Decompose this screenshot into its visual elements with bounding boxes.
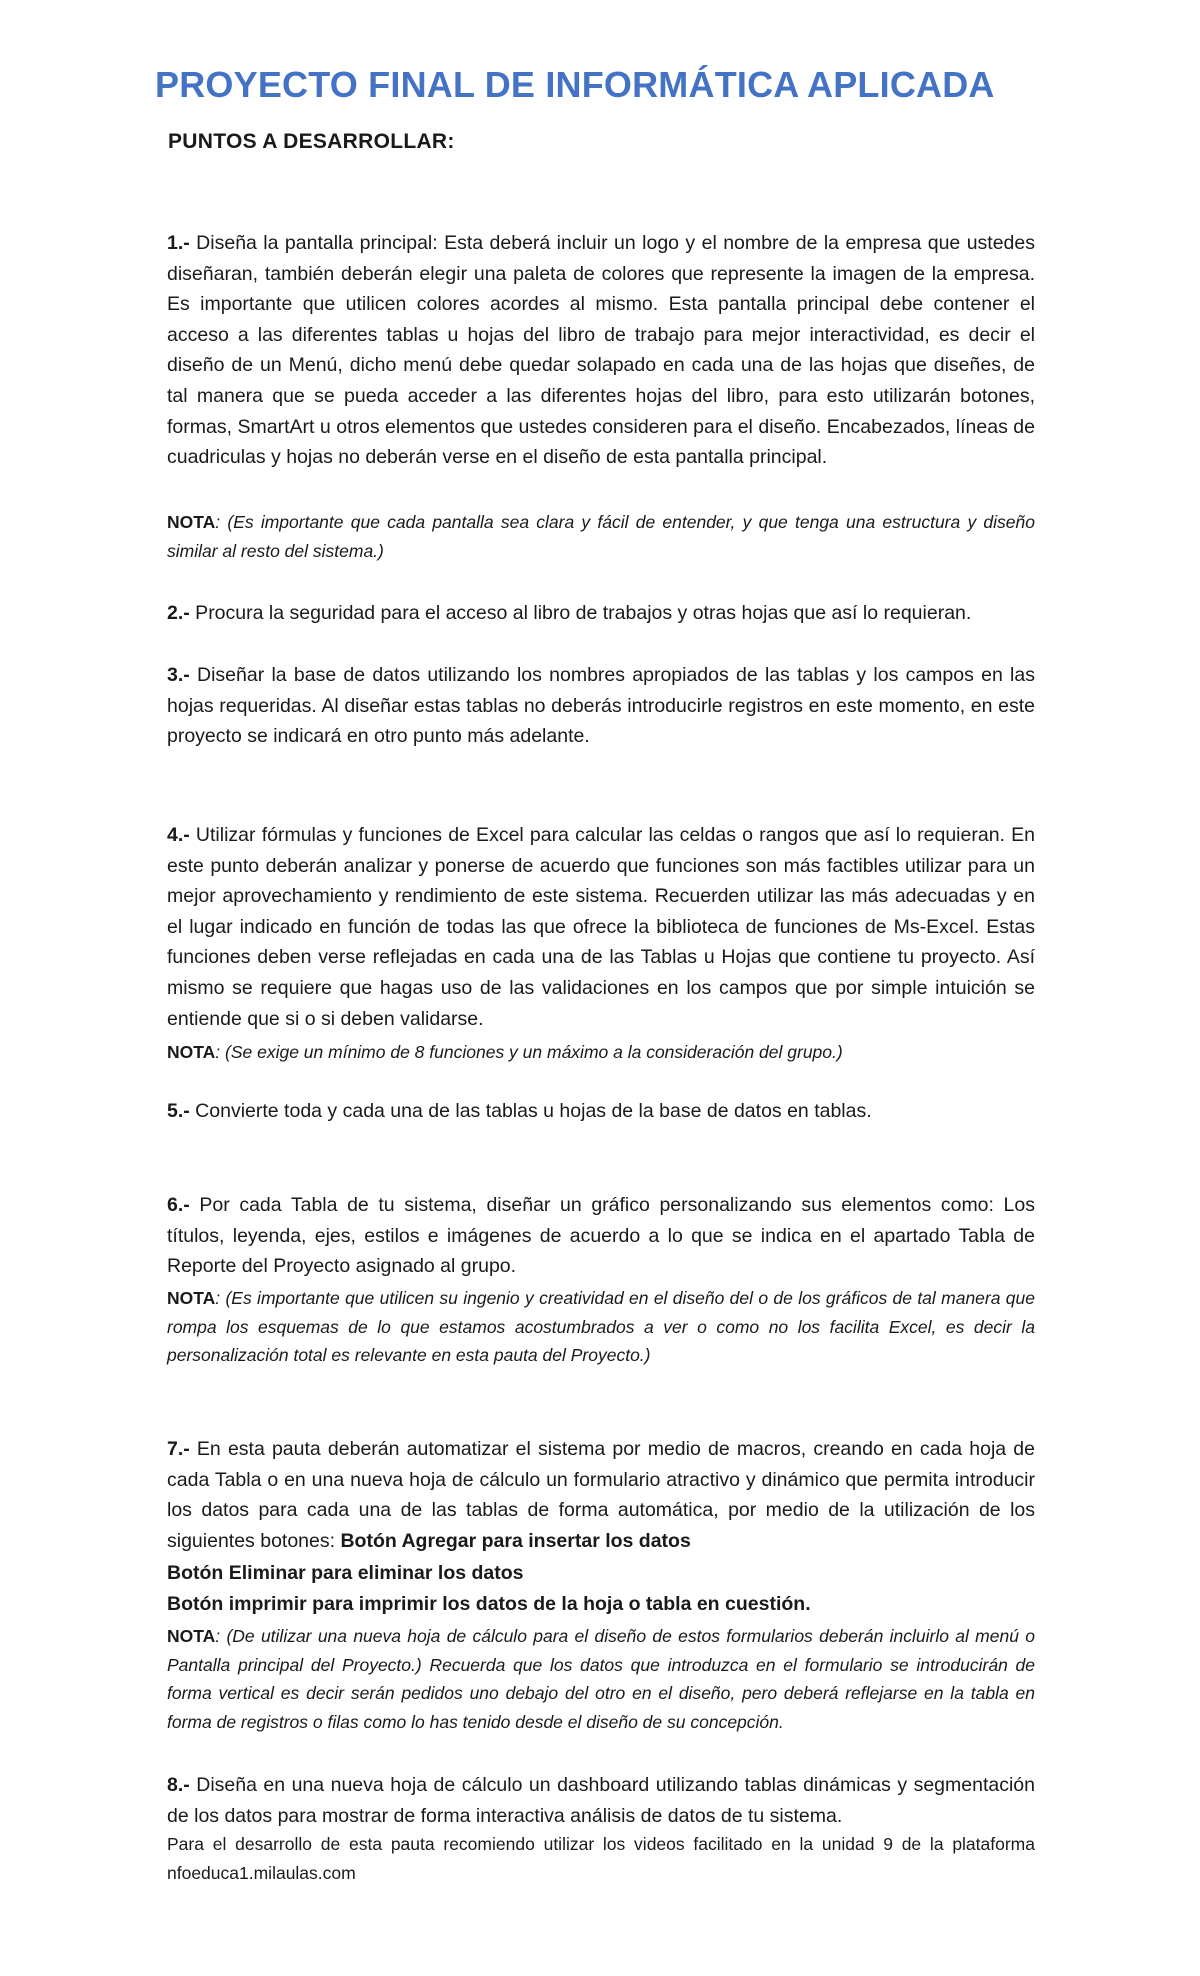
item-7-note-text: : (De utilizar una nueva hoja de cálculo para el diseño de estos formularios deberán incluirlo al menú o Pantalla principal del Proyecto.) Recuerda que los datos que introduzca en el formulario se introducirán de forma vertical es decir serán pedidos uno debajo del otro en el diseño, pero deberá reflejarse en la tabla en forma de registros o filas como lo has tenido desde el diseño de su concepción. (167, 1626, 1035, 1732)
item-6-note-text: : (Es importante que utilicen su ingenio y creatividad en el diseño del o de los gráficos de tal manera que rompa los esquemas de lo que estamos acostumbrados a ver o como no los facilita Excel, es decir la personalización total es relevante en esta pauta del Proyecto.) (167, 1288, 1035, 1365)
item-7-text (167, 1434, 1035, 1556)
item-3-text (167, 660, 1035, 752)
item-1-note-text: : (Es importante que cada pantalla sea clara y fácil de entender, y que tenga una estructura y diseño similar al resto del sistema.) (167, 512, 1035, 561)
item-7-body: En esta pauta deberán automatizar el sistema por medio de macros, creando en cada hoja de cada Tabla o en una nueva hoja de cálculo un formulario atractivo y dinámico que permita introducir los datos para cada una de las tablas de forma automática, por medio de la utilización de los siguientes botones: (167, 1438, 1035, 1552)
item-7-bold-line-1: Botón Eliminar para eliminar los datos (167, 1562, 524, 1584)
item-6-note (167, 1284, 1035, 1370)
item-2-text (167, 598, 1035, 629)
item-5-text (167, 1096, 1035, 1127)
item-4-text (167, 820, 1035, 1034)
item-7-number: 7.- (167, 1438, 190, 1460)
item-8-body: Diseña en una nueva hoja de cálculo un dashboard utilizando tablas dinámicas y segmentación de los datos para mostrar de forma interactiva análisis de datos de tu sistema. (167, 1774, 1035, 1827)
item-1-body: Diseña la pantalla principal: Esta deberá incluir un logo y el nombre de la empresa que ustedes diseñaran, también deberán elegir una paleta de colores que represente la imagen de la empresa. Es importante que utilicen colores acordes al mismo. Esta pantalla principal debe contener el acceso a las diferentes tablas u hojas del libro de trabajo para mejor interactividad, es decir el diseño de un Menú, dicho menú debe quedar solapado en cada una de las hojas que diseñes, de tal manera que se pueda acceder a las diferentes hojas del libro, para esto utilizarán botones, formas, SmartArt u otros elementos que ustedes consideren para el diseño. Encabezados, líneas de cuadriculas y hojas no deberán verse en el diseño de esta pantalla principal. (167, 232, 1035, 469)
item-4-number: 4.- (167, 824, 190, 846)
item-7-bold-line-2: Botón imprimir para imprimir los datos de la hoja o tabla en cuestión. (167, 1593, 811, 1615)
item-3-number: 3.- (167, 664, 190, 686)
item-2-number: 2.- (167, 602, 190, 624)
item-7-bold-inline: Botón Agregar para insertar los datos (340, 1529, 691, 1552)
item-8-number: 8.- (167, 1774, 190, 1796)
item-5-number: 5.- (167, 1100, 190, 1122)
section-subtitle: PUNTOS A DESARROLLAR: (168, 130, 455, 153)
item-3-body: Diseñar la base de datos utilizando los nombres apropiados de las tablas y los campos en las hojas requeridas. Al diseñar estas tablas no deberás introducirle registros en este momento, en este proyecto se indicará en otro punto más adelante. (167, 664, 1035, 748)
item-4-note-text: : (Se exige un mínimo de 8 funciones y un máximo a la consideración del grupo.) (215, 1042, 843, 1062)
item-8-text (167, 1770, 1035, 1831)
item-1-text (167, 228, 1035, 473)
item-7-note (167, 1622, 1035, 1736)
item-1-note (167, 508, 1035, 565)
item-6-text (167, 1190, 1035, 1282)
item-6-note-label: NOTA (167, 1288, 216, 1308)
item-2-body: Procura la seguridad para el acceso al libro de trabajos y otras hojas que así lo requieran. (189, 602, 972, 624)
page-title: PROYECTO FINAL DE INFORMÁTICA APLICADA (155, 64, 995, 105)
item-4-note (167, 1038, 1035, 1067)
item-1-number: 1.- (167, 232, 190, 254)
item-4-body: Utilizar fórmulas y funciones de Excel para calcular las celdas o rangos que así lo requieran. En este punto deberán analizar y ponerse de acuerdo que funciones son más factibles utilizar para un mejor aprovechamiento y rendimiento de este sistema. Recuerden utilizar las más adecuadas y en el lugar indicado en función de todas las que ofrece la biblioteca de funciones de Ms-Excel. Estas funciones deben verse reflejadas en cada una de las Tablas u Hojas que contiene tu proyecto. Así mismo se requiere que hagas uso de las validaciones en los campos que por simple intuición se entiende que si o si deben validarse. (167, 824, 1035, 1030)
item-8-extra: Para el desarrollo de esta pauta recomiendo utilizar los videos facilitado en la unidad 9 de la plataforma nfoeduca1.milaulas.com (167, 1834, 1035, 1883)
item-5-body: Convierte toda y cada una de las tablas u hojas de la base de datos en tablas. (189, 1100, 872, 1122)
item-6-body: Por cada Tabla de tu sistema, diseñar un gráfico personalizando sus elementos como: Los títulos, leyenda, ejes, estilos e imágenes de acuerdo a lo que se indica en el apartado Tabla de Reporte del Proyecto asignado al grupo. (167, 1194, 1035, 1278)
item-1-note-label: NOTA (167, 512, 216, 532)
item-4-note-label: NOTA (167, 1042, 216, 1062)
item-7-note-label: NOTA (167, 1626, 216, 1646)
item-6-number: 6.- (167, 1194, 190, 1216)
